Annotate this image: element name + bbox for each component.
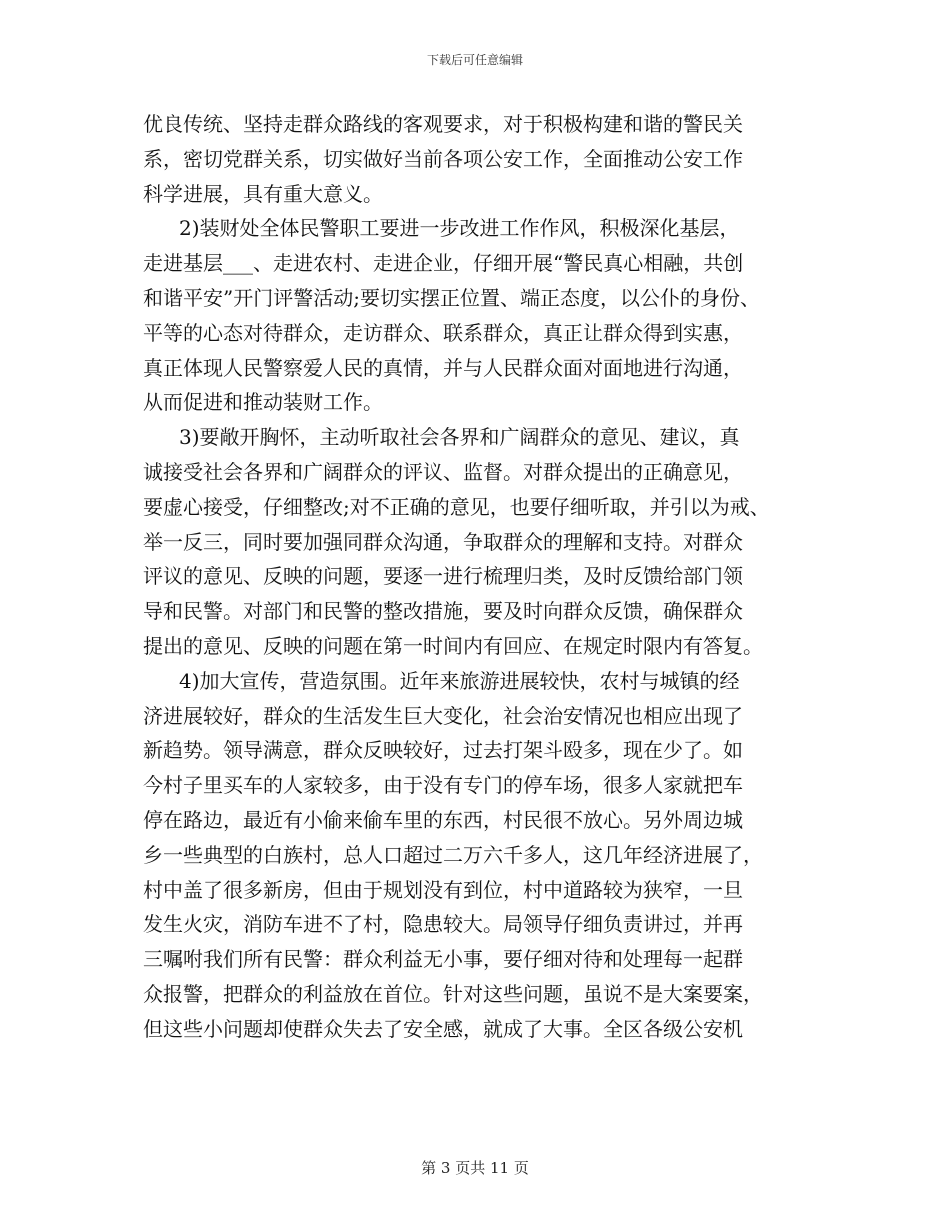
page-number: 第 3 页共 11 页 [421,1159,529,1177]
text-line: 真正体现人民警察爱人民的真情，并与人民群众面对面地进行沟通， [143,355,743,380]
text-line: 导和民警。对部门和民警的整改措施，要及时向群众反馈，确保群众 [143,599,743,624]
text-line: 走进基层___、走进农村、走进企业，仔细开展“警民真心相融，共创 [143,251,744,276]
text-line: 新趋势。领导满意，群众反映较好，过去打架斗殴多，现在少了。如 [143,738,743,763]
text-line: 但这些小问题却使群众失去了安全感，就成了大事。全区各级公安机 [143,1016,743,1041]
text-line: 2)装财处全体民警职工要进一步改进工作作风，积极深化基层， [179,216,740,241]
text-line: 乡一些典型的白族村，总人口超过二万六千多人，这几年经济进展了， [143,842,763,867]
text-line: 3)要敞开胸怀，主动听取社会各界和广阔群众的意见、建议，真 [179,425,740,450]
text-line: 和谐平安”开门评警活动;要切实摆正位置、端正态度，以公仆的身份、 [143,285,760,310]
text-line: 停在路边，最近有小偷来偷车里的东西，村民很不放心。另外周边城 [143,807,743,832]
text-line: 平等的心态对待群众，走访群众、联系群众，真正让群众得到实惠， [143,320,743,345]
text-line: 今村子里买车的人家较多，由于没有专门的停车场，很多人家就把车 [143,773,743,798]
text-line: 从而促进和推动装财工作。 [143,390,383,415]
text-line: 科学进展，具有重大意义。 [143,181,383,206]
text-line: 要虚心接受，仔细整改;对不正确的意见，也要仔细听取，并引以为戒、 [143,494,770,519]
text-line: 发生火灾，消防车进不了村，隐患较大。局领导仔细负责讲过，并再 [143,912,743,937]
text-line: 诚接受社会各界和广阔群众的评议、监督。对群众提出的正确意见， [143,459,743,484]
document-body [143,107,823,1047]
text-line: 众报警，把群众的利益放在首位。针对这些问题，虽说不是大案要案， [143,981,763,1006]
text-line: 优良传统、坚持走群众路线的客观要求，对于积极构建和谐的警民关 [143,112,743,136]
text-line: 评议的意见、反映的问题，要逐一进行梳理归类，及时反馈给部门领 [143,564,743,589]
text-line: 提出的意见、反映的问题在第一时间内有回应、在规定时限内有答复。 [143,633,763,658]
text-line: 系，密切党群关系，切实做好当前各项公安工作，全面推动公安工作 [143,146,743,171]
text-line: 济进展较好，群众的生活发生巨大变化，社会治安情况也相应出现了 [143,703,743,728]
text-line: 三嘱咐我们所有民警：群众利益无小事，要仔细对待和处理每一起群 [143,947,743,972]
text-line: 4)加大宣传，营造氛围。近年来旅游进展较快，农村与城镇的经 [179,668,740,693]
page-header-note: 下载后可任意编辑 [426,53,523,67]
text-line: 举一反三，同时要加强同群众沟通，争取群众的理解和支持。对群众 [143,529,743,554]
text-line: 村中盖了很多新房，但由于规划没有到位，村中道路较为狭窄，一旦 [143,877,743,902]
